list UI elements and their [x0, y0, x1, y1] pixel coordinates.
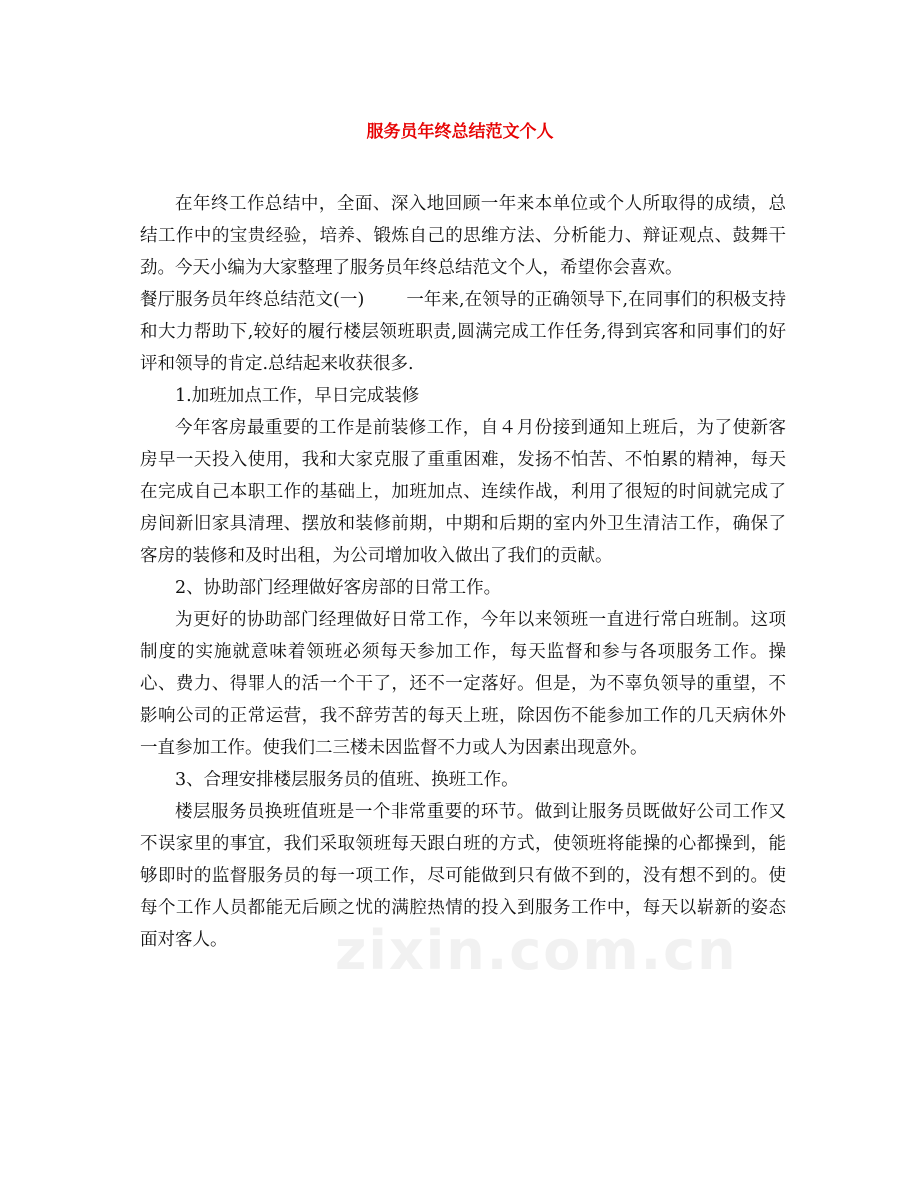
item1-body: 今年客房最重要的工作是前装修工作，自４月份接到通知上班后，为了使新客房早一天投入使用，我和大家克服了重重困难，发扬不怕苦、不怕累的精神，每天在完成自己本职工作的基础上，加班加点、连续作战，利用了很短的时间就完成了房间新旧家具清理、摆放和装修前期，中期和后期的室内外卫生清洁工作，确保了客房的装修和及时出租，为公司增加收入做出了我们的贡献。 [140, 418, 786, 566]
item2-body: 为更好的协助部门经理做好日常工作，今年以来领班一直进行常白班制。这项制度的实施就意味着领班必须每天参加工作，每天监督和参与各项服务工作。操心、费力、得罪人的活一个干了，还不一定落好。但是，为不辜负领导的重望，不影响公司的正常运营，我不辞劳苦的每天上班，除因伤不能参加工作的几天病休外一直参加工作。使我们二三楼未因监督不力或人为因素出现意外。 [140, 610, 786, 758]
section-paragraph [140, 284, 786, 380]
intro-paragraph: 在年终工作总结中，全面、深入地回顾一年来本单位或个人所取得的成绩，总结工作中的宝贵经验，培养、锻炼自己的思维方法、分析能力、辩证观点、鼓舞干劲。今天小编为大家整理了服务员年终总结范文个人，希望你会喜欢。 [140, 194, 786, 278]
document-title: 服务员年终总结范文个人 [366, 122, 554, 142]
item1-heading: 1.加班加点工作，早日完成装修 [175, 386, 420, 406]
section-heading: 餐厅服务员年终总结范文(一) [140, 290, 365, 310]
document-body [140, 188, 786, 956]
item2-heading: 2、协助部门经理做好客房部的日常工作。 [175, 578, 502, 598]
section-lead-text: 一年来,在领导的正确领导下,在同事们的积极支持和大力帮助下,较好的履行楼层领班职责,圆满完成工作任务,得到宾客和同事们的好评和领导的肯定.总结起来收获很多. [140, 290, 787, 374]
watermark: zixin.com.cn [335, 919, 738, 982]
item3-heading: 3、合理安排楼层服务员的值班、换班工作。 [175, 770, 519, 790]
item3-body: 楼层服务员换班值班是一个非常重要的环节。做到让服务员既做好公司工作又不误家里的事宜，我们采取领班每天跟白班的方式，使领班将能操的心都操到，能够即时的监督服务员的每一项工作，尽可能做到只有做不到的，没有想不到的。使每个工作人员都能无后顾之忧的满腔热情的投入到服务工作中，每天以崭新的姿态面对客人。 [140, 802, 786, 950]
